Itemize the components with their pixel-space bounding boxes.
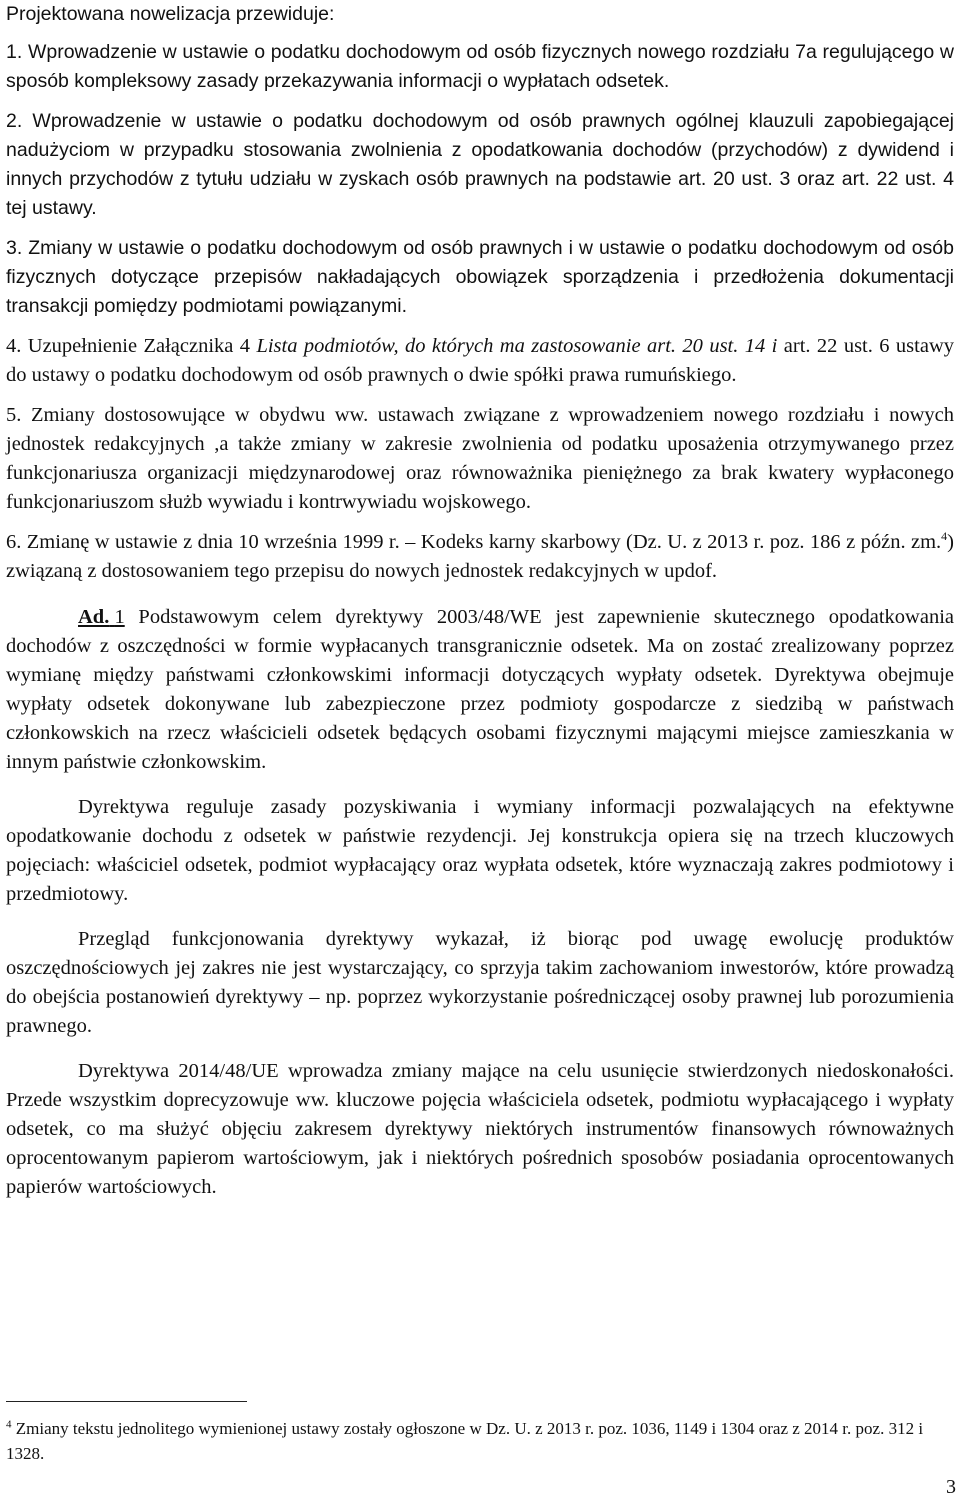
list-item-1: 1. Wprowadzenie w ustawie o podatku dochodowym od osób fizycznych nowego rozdziału 7a regulującego w sposób kompleksowy zasady przekazywania informacji o wypłatach odsetek. bbox=[6, 41, 954, 92]
ad-1-paragraph bbox=[6, 603, 954, 777]
list-item-6-end: ) związaną z dostosowaniem tego przepisu do nowych jednostek redakcyjnych w updof. bbox=[6, 531, 954, 582]
page-number: 3 bbox=[946, 1476, 956, 1498]
list-item-4 bbox=[6, 332, 954, 390]
list-item-4-end: art. 22 ust. 6 ustawy do ustawy o podatku dochodowym od osób prawnych o dwie spółki prawa rumuńskiego. bbox=[6, 335, 955, 386]
list-item-2: 2. Wprowadzenie w ustawie o podatku dochodowym od osób prawnych ogólnej klauzuli zapobiegającej nadużyciom w przypadku stosowania zwolnienia z opodatkowania dochodów (przychodów) z dywidend i innych przychodów z tytułu udziału w zyskach osób prawnych na podstawie art. 20 ust. 3 oraz art. 22 ust. 4 tej ustawy. bbox=[6, 110, 954, 219]
footnote-4 bbox=[6, 1416, 946, 1466]
list-item-6-start: 6. Zmianę w ustawie z dnia 10 września 1999 r. – Kodeks karny skarbowy (Dz. U. z 2013 r. poz. 186 z późn. zm. bbox=[6, 531, 942, 553]
list-item-4-italic: Lista podmiotów, do których ma zastosowanie art. 20 ust. 14 i bbox=[256, 335, 778, 357]
list-item-4-start: 4. Uzupełnienie Załącznika 4 bbox=[6, 335, 257, 357]
footnote-text: Zmiany tekstu jednolitego wymienionej ustawy zostały ogłoszone w Dz. U. z 2013 r. poz. 1036, 1149 i 1304 oraz z 2014 r. poz. 312 i 1328. bbox=[6, 1419, 924, 1463]
list-item-6 bbox=[6, 528, 954, 586]
list-item-3: 3. Zmiany w ustawie o podatku dochodowym od osób prawnych i w ustawie o podatku dochodowym od osób fizycznych dotyczące przepisów nakładających obowiązek sporządzenia i przedłożenia dokumentacji transakcji pomiędzy podmiotami powiązanymi. bbox=[6, 237, 954, 317]
footnote-marker: 4 bbox=[6, 1418, 12, 1431]
body-paragraph-2: Przegląd funkcjonowania dyrektywy wykazał, iż biorąc pod uwagę ewolucję produktów oszczędnościowych jej zakres nie jest wystarczający, co sprzyja takim zachowaniom inwestorów, które prowadzą do obejścia postanowień dyrektywy – np. poprzez wykorzystanie pośredniczącej osoby prawnej lub porozumienia prawnego. bbox=[6, 928, 954, 1037]
ad-number: 1 bbox=[114, 606, 125, 628]
ad-1-heading bbox=[78, 603, 125, 632]
document-page bbox=[6, 0, 954, 1202]
body-paragraph-1: Dyrektywa reguluje zasady pozyskiwania i wymiany informacji pozwalających na efektywne opodatkowanie dochodu z odsetek w państwie rezydencji. Jej konstrukcja opiera się na trzech kluczowych pojęciach: właściciel odsetek, podmiot wypłacający oraz wypłata odsetek, które wyznaczają zakres podmiotowy i przedmiotowy. bbox=[6, 796, 954, 905]
list-item-5: 5. Zmiany dostosowujące w obydwu ww. ustawach związane z wprowadzeniem nowego rozdziału i nowych jednostek redakcyjnych ,a także zmiany w zakresie zwolnienia od podatku uposażenia otrzymywanego przez funkcjonariusza organizacji międzynarodowej oraz równoważnika pieniężnego za brak kwatery wypłaconego funkcjonariuszom służb wywiadu i kontrwywiadu wojskowego. bbox=[6, 404, 954, 513]
ad-label: Ad. bbox=[78, 606, 110, 628]
footnote-divider bbox=[6, 1401, 247, 1402]
ad-1-text: Podstawowym celem dyrektywy 2003/48/WE jest zapewnienie skutecznego opodatkowania dochodów z oszczędności w formie wypłacanych transgranicznie odsetek. Ma on zostać zrealizowany poprzez wymianę między państwami członkowskimi informacji dotyczących wypłaty odsetek. Dyrektywa obejmuje wypłaty odsetek dokonywane lub zabezpieczone przez podmioty gospodarcze z siedzibą w państwach członkowskich na rzecz właścicieli odsetek będących osobami fizycznymi mającymi miejsce zamieszkania w innym państwie członkowskim. bbox=[6, 606, 954, 773]
intro-line: Projektowana nowelizacja przewiduje: bbox=[6, 3, 335, 25]
body-paragraph-3: Dyrektywa 2014/48/UE wprowadza zmiany mające na celu usunięcie stwierdzonych niedoskonałości. Przede wszystkim doprecyzowuje ww. kluczowe pojęcia właściciela odsetek, podmiotu wypłacającego i wypłaty odsetek, co ma służyć objęciu zakresem dyrektywy niektórych instrumentów finansowych równoważnych oprocentowanym papierom wartościowym, jak i niektórych pośrednich sposobów posiadania oprocentowanych papierów wartościowych. bbox=[6, 1060, 954, 1198]
footnote-ref-4[interactable]: 4 bbox=[941, 529, 948, 544]
